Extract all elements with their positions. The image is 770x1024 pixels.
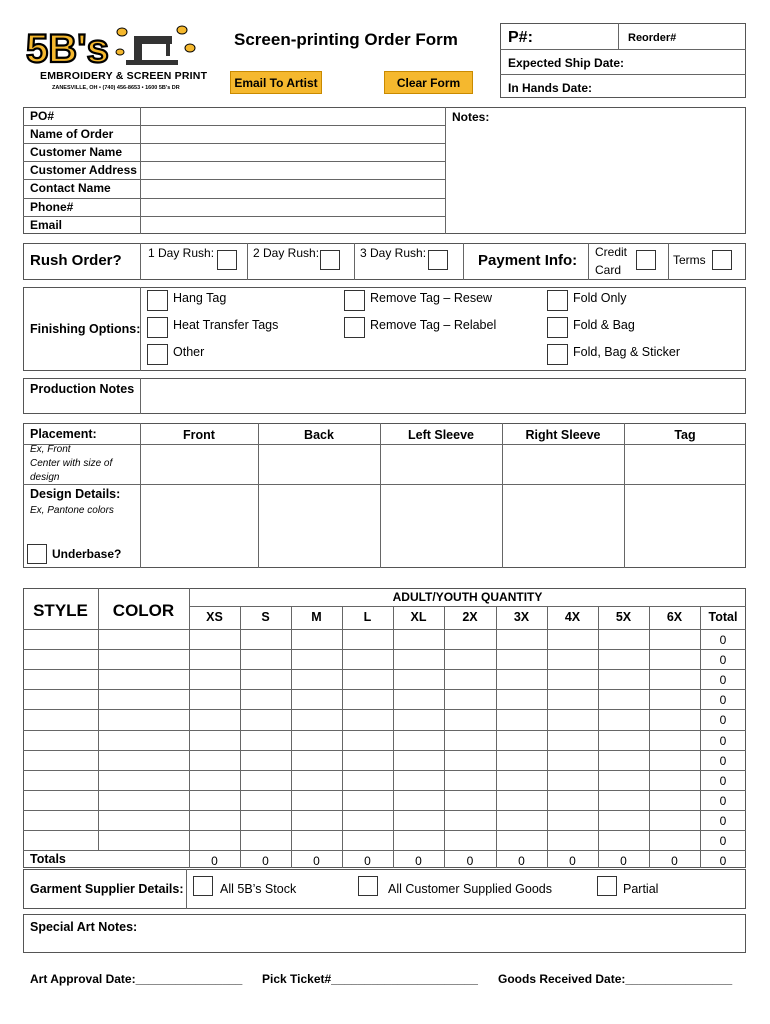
email-to-artist-button[interactable]: Email To Artist	[230, 71, 322, 94]
style-cell[interactable]	[24, 630, 97, 648]
finishing-option-checkbox[interactable]	[344, 317, 365, 338]
placement-label: Placement:	[30, 427, 97, 441]
all-5bs-stock-label: All 5B’s Stock	[220, 882, 297, 896]
quantity-cell[interactable]	[241, 771, 290, 789]
quantity-cell[interactable]	[599, 771, 648, 789]
logo-graphic	[22, 22, 202, 72]
design-details-hint: Ex, Pantone colors	[30, 505, 114, 516]
quantity-cell[interactable]	[190, 690, 239, 708]
style-cell[interactable]	[24, 791, 97, 809]
quantity-cell[interactable]	[241, 650, 290, 668]
row-divider	[23, 850, 746, 851]
quantity-cell[interactable]	[599, 650, 648, 668]
quantity-title: ADULT/YOUTH QUANTITY	[392, 590, 543, 604]
customer-field-label: Phone#	[30, 199, 74, 214]
customer-supplied-checkbox[interactable]	[358, 876, 378, 896]
quantity-cell[interactable]	[599, 751, 648, 769]
quantity-cell[interactable]	[548, 630, 597, 648]
quantity-cell[interactable]	[650, 831, 699, 849]
row-total-value: 0	[719, 713, 727, 728]
quantity-cell[interactable]	[394, 710, 443, 728]
quantity-cell[interactable]	[497, 791, 546, 809]
quantity-cell[interactable]	[599, 690, 648, 708]
customer-field-label: Customer Address	[30, 163, 137, 178]
quantity-cell[interactable]	[548, 690, 597, 708]
quantity-cell[interactable]	[343, 811, 392, 829]
size-header: 2X	[462, 610, 478, 624]
quantity-cell[interactable]	[343, 731, 392, 749]
quantity-cell[interactable]	[548, 831, 597, 849]
production-notes-label: Production Notes	[30, 382, 135, 396]
placement-hint-1: Ex, Front	[30, 444, 71, 455]
all-5bs-stock-checkbox[interactable]	[193, 876, 213, 896]
row-total-value: 0	[719, 653, 727, 668]
quantity-cell[interactable]	[445, 811, 495, 829]
placement-hint-3: design	[30, 472, 60, 483]
customer-supplied-label: All Customer Supplied Goods	[388, 882, 552, 896]
quantity-cell[interactable]	[190, 710, 239, 728]
placement-hint-2: Center with size of	[30, 458, 113, 469]
customer-field-label: Contact Name	[30, 181, 111, 196]
credit-card-label-line1: Credit	[595, 245, 628, 259]
column-total-value: 0	[620, 854, 627, 869]
style-cell[interactable]	[24, 751, 97, 769]
color-cell[interactable]	[99, 670, 188, 688]
quantity-cell[interactable]	[445, 731, 495, 749]
quantity-cell[interactable]	[599, 811, 648, 829]
notes-label: Notes:	[452, 110, 490, 124]
quantity-cell[interactable]	[650, 751, 699, 769]
style-cell[interactable]	[24, 771, 97, 789]
two-day-rush-label: 2 Day Rush:	[253, 246, 320, 260]
column-total-value: 0	[415, 854, 422, 869]
placement-column-header: Left Sleeve	[407, 428, 474, 442]
finishing-option-label: Fold & Bag	[573, 318, 635, 332]
finishing-option-label: Hang Tag	[173, 291, 227, 305]
size-header: L	[363, 610, 372, 624]
quantity-cell[interactable]	[394, 771, 443, 789]
color-cell[interactable]	[99, 831, 188, 849]
quantity-cell[interactable]	[241, 731, 290, 749]
column-total-value: 0	[518, 854, 525, 869]
placement-cell[interactable]	[503, 445, 623, 483]
placement-column-header: Right Sleeve	[525, 428, 601, 442]
quantity-cell[interactable]	[190, 811, 239, 829]
quantity-cell[interactable]	[394, 690, 443, 708]
style-cell[interactable]	[24, 731, 97, 749]
design-details-cell[interactable]	[625, 485, 745, 567]
quantity-cell[interactable]	[394, 791, 443, 809]
finishing-option-checkbox[interactable]	[547, 317, 568, 338]
color-cell[interactable]	[99, 710, 188, 728]
one-day-rush-label: 1 Day Rush:	[148, 246, 215, 260]
quantity-cell[interactable]	[292, 831, 341, 849]
quantity-cell[interactable]	[548, 670, 597, 688]
quantity-cell[interactable]	[394, 731, 443, 749]
placement-column-header: Back	[304, 428, 334, 442]
quantity-cell[interactable]	[343, 771, 392, 789]
reorder-label: Reorder#	[628, 32, 677, 44]
row-total-value: 0	[719, 733, 727, 748]
quantity-cell[interactable]	[445, 710, 495, 728]
special-art-notes-field[interactable]	[24, 936, 745, 952]
finishing-option-checkbox[interactable]	[344, 290, 365, 311]
quantity-cell[interactable]	[445, 650, 495, 668]
quantity-cell[interactable]	[394, 630, 443, 648]
form-title: Screen-printing Order Form	[234, 30, 458, 49]
finishing-option-label: Remove Tag – Relabel	[370, 318, 497, 332]
logo-subtitle: EMBROIDERY & SCREEN PRINT	[40, 70, 208, 82]
quantity-cell[interactable]	[343, 690, 392, 708]
quantity-cell[interactable]	[599, 710, 648, 728]
design-details-cell[interactable]	[259, 485, 379, 567]
quantity-cell[interactable]	[650, 650, 699, 668]
column-total-value: 0	[211, 854, 218, 869]
style-cell[interactable]	[24, 710, 97, 728]
quantity-cell[interactable]	[343, 630, 392, 648]
quantity-cell[interactable]	[394, 670, 443, 688]
color-cell[interactable]	[99, 791, 188, 809]
customer-field-input[interactable]	[141, 162, 444, 178]
column-total-value: 0	[262, 854, 269, 869]
design-details-cell[interactable]	[141, 485, 257, 567]
size-header: 5X	[615, 610, 632, 624]
column-total-value: 0	[364, 854, 371, 869]
quantity-cell[interactable]	[548, 710, 597, 728]
quantity-cell[interactable]	[650, 690, 699, 708]
color-cell[interactable]	[99, 731, 188, 749]
rush-order-label: Rush Order?	[30, 252, 122, 269]
quantity-cell[interactable]	[445, 690, 495, 708]
size-header: XS	[206, 610, 223, 624]
finishing-option-checkbox[interactable]	[547, 290, 568, 311]
customer-field-input[interactable]	[141, 108, 444, 124]
placement-cell[interactable]	[381, 445, 501, 483]
customer-field-input[interactable]	[141, 180, 444, 196]
design-details-label: Design Details:	[30, 487, 121, 501]
size-header: 6X	[666, 610, 683, 624]
finishing-option-label: Heat Transfer Tags	[173, 318, 279, 332]
column-total-value: 0	[671, 854, 678, 869]
finishing-option-checkbox[interactable]	[147, 317, 168, 338]
quantity-cell[interactable]	[343, 670, 392, 688]
quantity-cell[interactable]	[241, 630, 290, 648]
quantity-cell[interactable]	[650, 771, 699, 789]
row-total-value: 0	[719, 633, 727, 647]
quantity-cell[interactable]	[445, 751, 495, 769]
quantity-cell[interactable]	[190, 771, 239, 789]
finishing-option-label: Other	[173, 345, 205, 359]
partial-checkbox[interactable]	[597, 876, 617, 896]
quantity-cell[interactable]	[292, 811, 341, 829]
quantity-cell[interactable]	[497, 811, 546, 829]
style-cell[interactable]	[24, 670, 97, 688]
color-cell[interactable]	[99, 650, 188, 668]
customer-field-input[interactable]	[141, 199, 444, 215]
quantity-cell[interactable]	[548, 791, 597, 809]
quantity-cell[interactable]	[190, 831, 239, 849]
quantity-cell[interactable]	[548, 650, 597, 668]
clear-form-button[interactable]: Clear Form	[384, 71, 473, 94]
quantity-cell[interactable]	[292, 791, 341, 809]
quantity-cell[interactable]	[497, 670, 546, 688]
customer-field-label: Email	[30, 217, 63, 232]
quantity-cell[interactable]	[599, 731, 648, 749]
quantity-cell[interactable]	[292, 690, 341, 708]
reorder-field[interactable]	[620, 24, 745, 48]
customer-field-input[interactable]	[141, 126, 444, 142]
terms-label: Terms	[673, 253, 706, 267]
placement-cell[interactable]	[141, 445, 257, 483]
color-cell[interactable]	[99, 771, 188, 789]
expected-ship-date-label: Expected Ship Date:	[508, 56, 625, 70]
quantity-cell[interactable]	[497, 630, 546, 648]
finishing-option-label: Fold, Bag & Sticker	[573, 345, 680, 359]
placement-column-header: Tag	[674, 428, 696, 442]
quantity-cell[interactable]	[650, 710, 699, 728]
quantity-cell[interactable]	[190, 731, 239, 749]
row-total-value: 0	[719, 753, 727, 768]
underbase-label: Underbase?	[52, 547, 122, 561]
customer-field-input[interactable]	[141, 144, 444, 160]
quantity-cell[interactable]	[292, 771, 341, 789]
quantity-cell[interactable]	[292, 650, 341, 668]
production-notes-field[interactable]	[141, 379, 745, 413]
quantity-cell[interactable]	[650, 670, 699, 688]
color-cell[interactable]	[99, 690, 188, 708]
customer-field-label: PO#	[30, 109, 55, 123]
logo-address: ZANESVILLE, OH • (740) 456-8653 • 1600 5B's DR	[52, 85, 180, 91]
quantity-cell[interactable]	[241, 670, 290, 688]
quantity-cell[interactable]	[292, 710, 341, 728]
quantity-cell[interactable]	[599, 670, 648, 688]
credit-card-checkbox[interactable]	[636, 250, 656, 270]
one-day-rush-checkbox[interactable]	[217, 250, 237, 270]
quantity-cell[interactable]	[241, 710, 290, 728]
color-header: COLOR	[112, 601, 175, 620]
row-total-value: 0	[719, 813, 727, 828]
quantity-cell[interactable]	[343, 831, 392, 849]
payment-info-label: Payment Info:	[478, 252, 578, 269]
size-header: XL	[410, 610, 427, 624]
quantity-cell[interactable]	[497, 731, 546, 749]
quantity-cell[interactable]	[292, 751, 341, 769]
partial-label: Partial	[623, 882, 659, 896]
quantity-cell[interactable]	[190, 791, 239, 809]
row-total-value: 0	[719, 834, 727, 848]
finishing-option-label: Remove Tag – Resew	[370, 291, 493, 305]
quantity-cell[interactable]	[394, 831, 443, 849]
quantity-cell[interactable]	[292, 670, 341, 688]
quantity-cell[interactable]	[599, 831, 648, 849]
style-cell[interactable]	[24, 831, 97, 849]
row-total-value: 0	[719, 793, 727, 808]
quantity-cell[interactable]	[343, 710, 392, 728]
notes-field[interactable]	[446, 126, 745, 233]
special-art-notes-label: Special Art Notes:	[30, 920, 138, 934]
company-logo	[22, 22, 208, 97]
row-total-value: 0	[719, 773, 727, 788]
quantity-cell[interactable]	[292, 630, 341, 648]
quantity-cell[interactable]	[650, 791, 699, 809]
quantity-cell[interactable]	[548, 751, 597, 769]
quantity-cell[interactable]	[445, 771, 495, 789]
quantity-cell[interactable]	[241, 690, 290, 708]
color-cell[interactable]	[99, 751, 188, 769]
size-header: M	[311, 610, 322, 624]
sewing-machine-icon	[126, 36, 178, 65]
quantity-cell[interactable]	[241, 811, 290, 829]
three-day-rush-label: 3 Day Rush:	[360, 246, 427, 260]
customer-field-label: Customer Name	[30, 145, 123, 160]
three-day-rush-checkbox[interactable]	[428, 250, 448, 270]
color-cell[interactable]	[99, 630, 188, 648]
column-total-value: 0	[466, 854, 474, 869]
style-cell[interactable]	[24, 811, 97, 829]
finishing-option-checkbox[interactable]	[147, 290, 168, 311]
row-total-value: 0	[719, 693, 727, 708]
row-total-value: 0	[719, 673, 727, 688]
column-total-value: 0	[313, 854, 320, 869]
design-details-cell[interactable]	[503, 485, 623, 567]
p-number-label: P#:	[508, 29, 533, 46]
quantity-cell[interactable]	[548, 731, 597, 749]
customer-field-label: Name of Order	[30, 127, 114, 142]
quantity-cell[interactable]	[497, 690, 546, 708]
column-total-value: 0	[569, 854, 576, 869]
quantity-cell[interactable]	[241, 751, 290, 769]
column-total-value: 0	[719, 854, 727, 869]
style-cell[interactable]	[24, 650, 97, 668]
finishing-option-label: Fold Only	[573, 291, 627, 305]
style-header: STYLE	[33, 601, 88, 620]
quantity-cell[interactable]	[548, 771, 597, 789]
placement-cell[interactable]	[259, 445, 379, 483]
quantity-cell[interactable]	[445, 831, 495, 849]
quantity-cell[interactable]	[343, 650, 392, 668]
quantity-cell[interactable]	[650, 811, 699, 829]
credit-card-label-line2: Card	[595, 263, 622, 277]
quantity-cell[interactable]	[650, 630, 699, 648]
expected-ship-date-field[interactable]	[632, 50, 744, 74]
quantity-cell[interactable]	[190, 751, 239, 769]
art-approval-date-label[interactable]: Art Approval Date:________________	[30, 972, 243, 986]
garment-supplier-label: Garment Supplier Details:	[30, 882, 184, 896]
quantity-cell[interactable]	[343, 751, 392, 769]
quantity-cell[interactable]	[599, 630, 648, 648]
logo-brand: 5B's	[26, 27, 109, 71]
underbase-checkbox[interactable]	[27, 544, 47, 564]
quantity-cell[interactable]	[394, 650, 443, 668]
size-header: Total	[708, 610, 738, 624]
color-cell[interactable]	[99, 811, 188, 829]
quantity-cell[interactable]	[394, 811, 443, 829]
in-hands-date-label: In Hands Date:	[508, 81, 593, 95]
two-day-rush-checkbox[interactable]	[320, 250, 340, 270]
quantity-cell[interactable]	[497, 751, 546, 769]
quantity-cell[interactable]	[497, 831, 546, 849]
in-hands-date-field[interactable]	[600, 75, 744, 97]
quantity-cell[interactable]	[190, 670, 239, 688]
quantity-cell[interactable]	[548, 811, 597, 829]
quantity-cell[interactable]	[497, 710, 546, 728]
customer-field-input[interactable]	[141, 217, 444, 233]
quantity-cell[interactable]	[497, 771, 546, 789]
quantity-cell[interactable]	[292, 731, 341, 749]
placement-column-header: Front	[183, 428, 215, 442]
p-number-field[interactable]	[538, 24, 618, 48]
quantity-cell[interactable]	[650, 731, 699, 749]
quantity-cell[interactable]	[394, 751, 443, 769]
design-details-cell[interactable]	[381, 485, 501, 567]
quantity-cell[interactable]	[241, 831, 290, 849]
goods-received-date-label[interactable]: Goods Received Date:________________	[498, 972, 733, 986]
totals-label: Totals	[30, 852, 66, 867]
quantity-cell[interactable]	[599, 791, 648, 809]
quantity-cell[interactable]	[497, 650, 546, 668]
size-header: S	[261, 610, 270, 624]
quantity-cell[interactable]	[343, 791, 392, 809]
finishing-options-label: Finishing Options:	[30, 322, 141, 336]
row-divider	[189, 606, 746, 607]
finishing-option-checkbox[interactable]	[147, 344, 168, 365]
quantity-cell[interactable]	[445, 791, 495, 809]
quantity-cell[interactable]	[241, 791, 290, 809]
quantity-cell[interactable]	[190, 630, 239, 648]
quantity-cell[interactable]	[190, 650, 239, 668]
placement-cell[interactable]	[625, 445, 745, 483]
terms-checkbox[interactable]	[712, 250, 732, 270]
quantity-cell[interactable]	[445, 670, 495, 688]
quantity-cell[interactable]	[445, 630, 495, 648]
style-cell[interactable]	[24, 690, 97, 708]
size-header: 3X	[513, 610, 530, 624]
pick-ticket-label[interactable]: Pick Ticket#______________________	[262, 972, 478, 986]
size-header: 4X	[564, 610, 581, 624]
finishing-option-checkbox[interactable]	[547, 344, 568, 365]
